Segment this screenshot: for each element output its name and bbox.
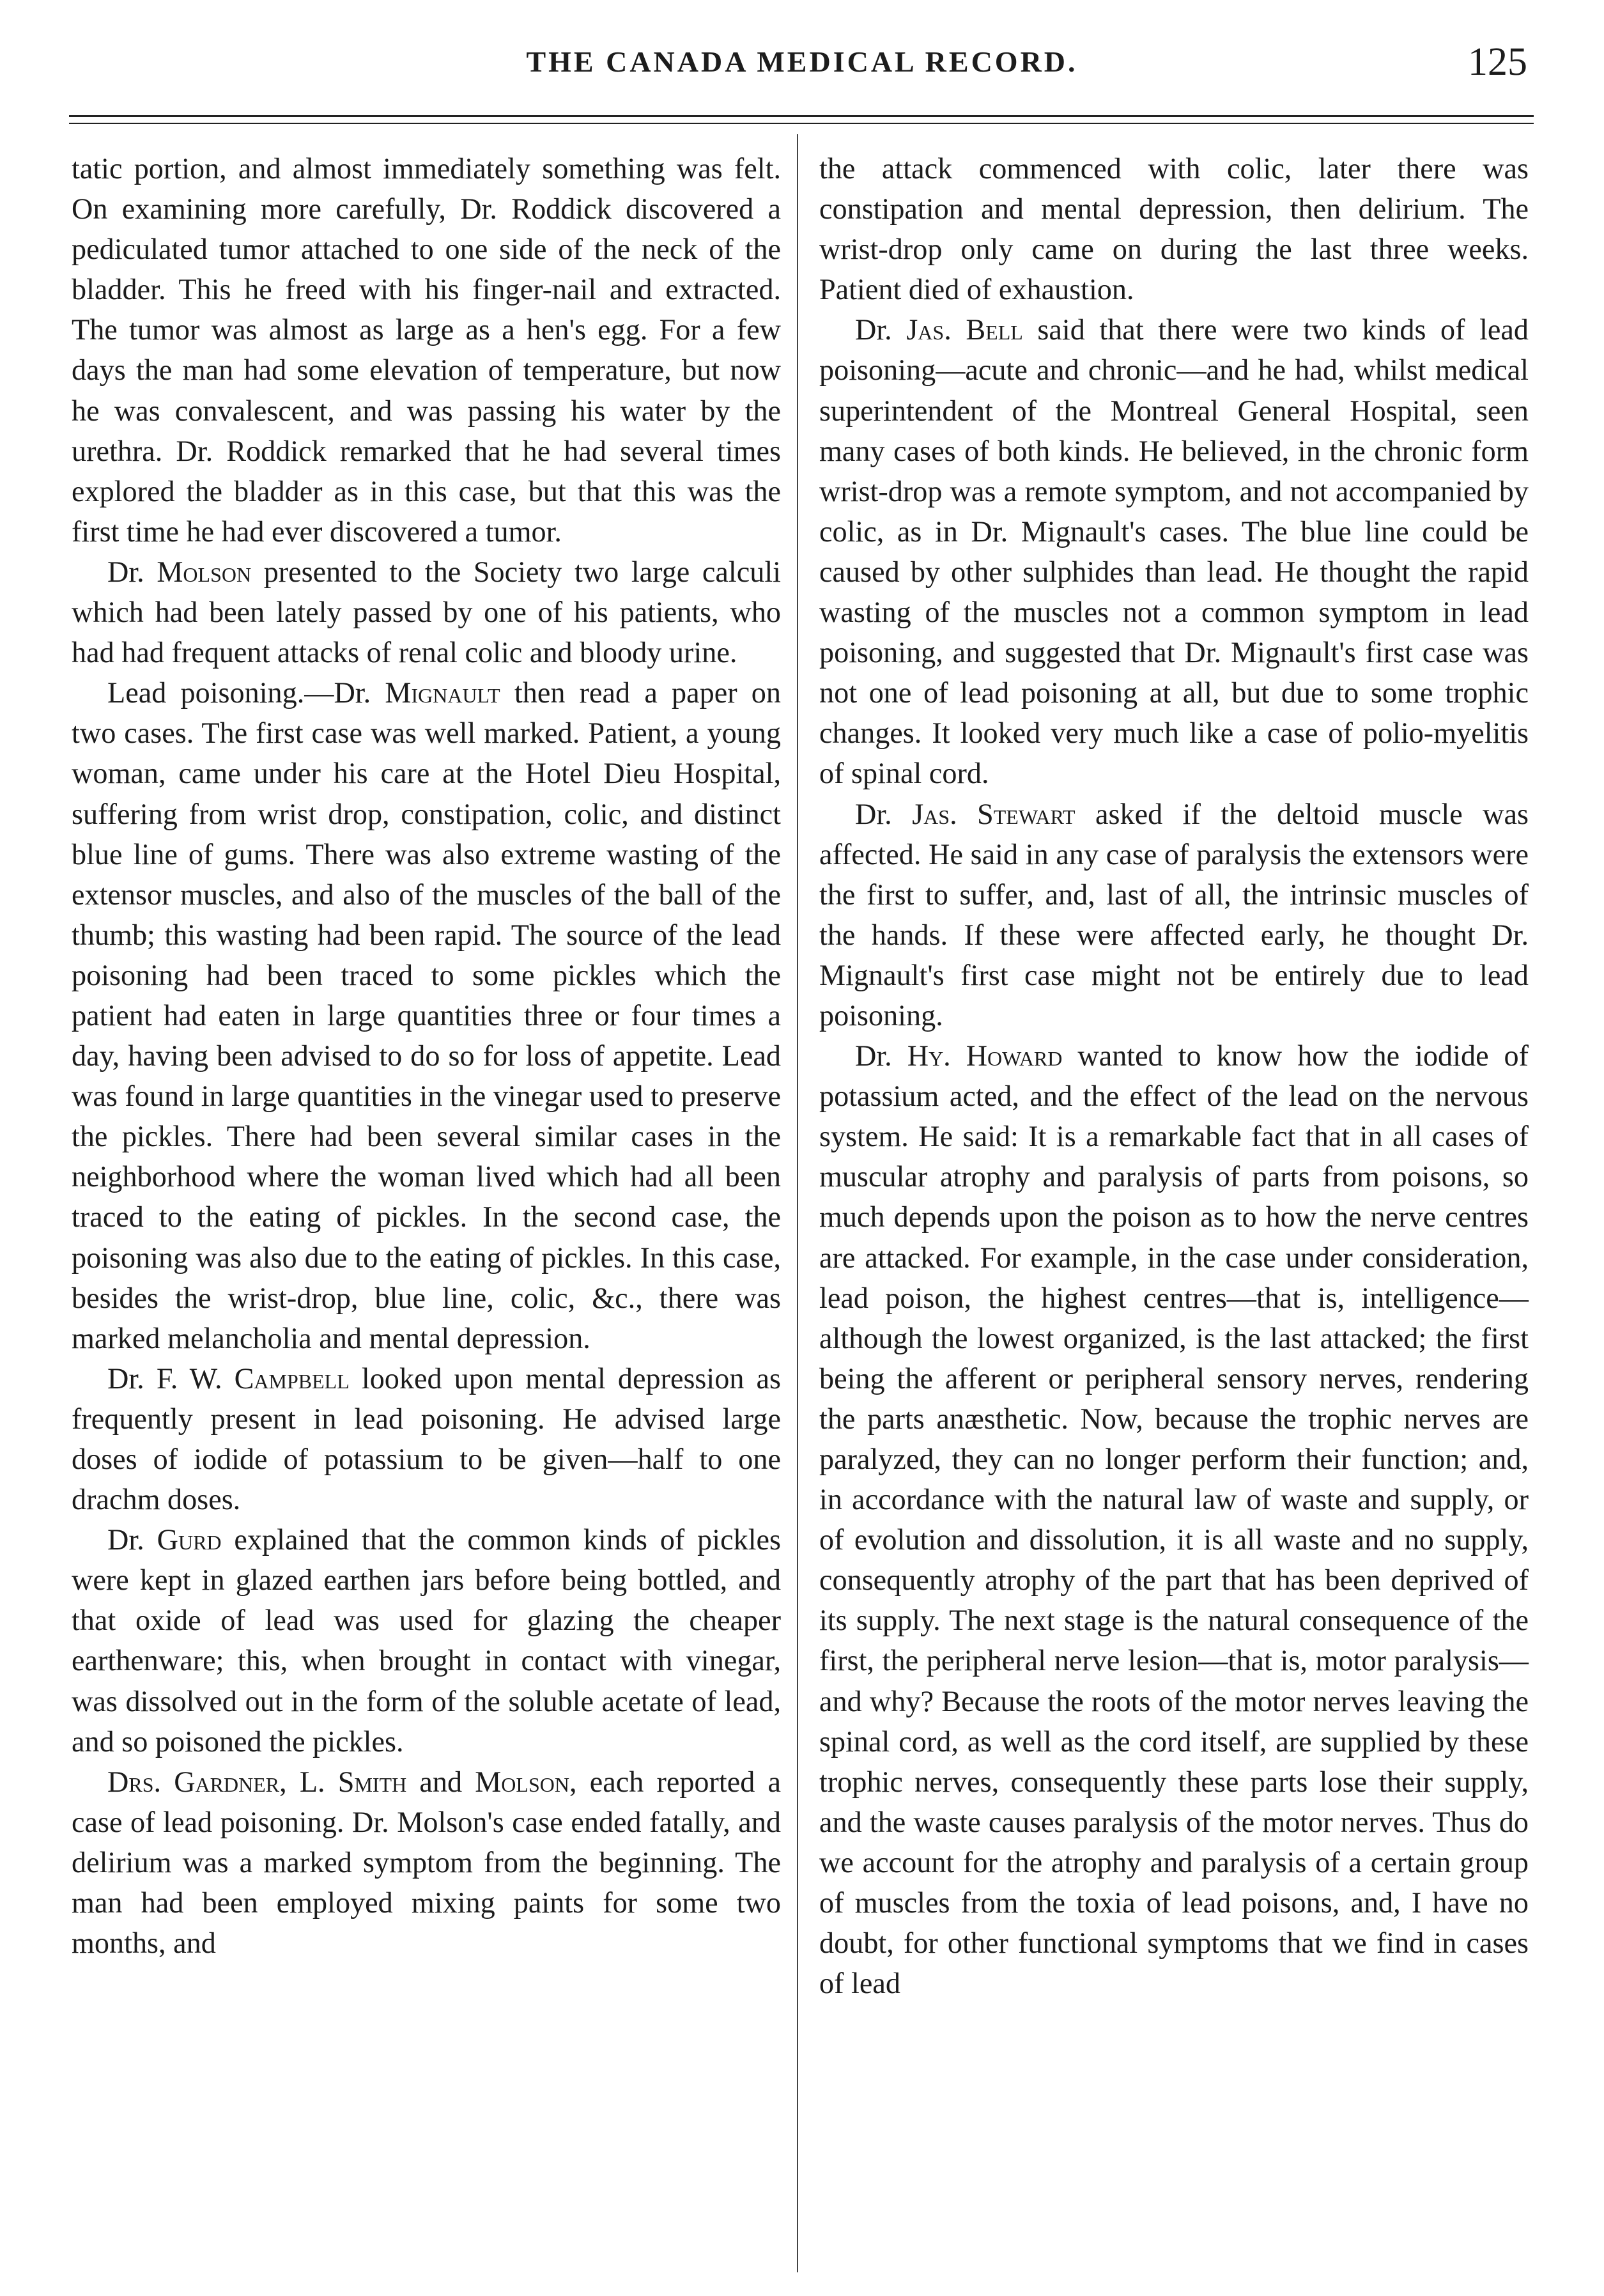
paragraph-text: Dr. F. W. [107,1361,235,1395]
speaker-name: Gurd [157,1523,222,1556]
paragraph-text: wanted to know how the iodide of potassium acted, and the effect of the lead on the nervous system. He said: It is a remarkable fact that in all cases of muscular atrophy and paralysis of parts from poisons, so much depends upon the poison as to how the nerve centres are attacked. For example, in the case under consideration, lead poison, the highest centres—that is, intelligence—although the lowest organized, is the last attacked; the first being the afferent or peripheral sensory nerves, rendering the parts anæsthetic. Now, because the trophic nerves are paralyzed, they can no longer perform their function; and, in accordance with the natural law of waste and supply, or of evolution and dissolution, it is all waste and no supply, consequently atrophy of the part that has been deprived of its supply. The next stage is the natural consequence of the first, the peripheral nerve lesion—that is, motor paralysis—and why? Because the roots of the motor nerves leaving the spinal cord, as well as the cord itself, are supplied by these trophic nerves, consequently these parts lose their supply, and the waste causes paralysis of the motor nerves. Thus do we account for the atrophy and paralysis of a certain group of muscles from the toxia of lead poisons, and, I have no doubt, for other functional symptoms that we find in cases of lead [819,1039,1529,2000]
paragraph [819,309,1529,793]
speaker-name: Campbell [234,1361,350,1395]
speaker-name: Molson [475,1765,569,1798]
speaker-name: Smith [337,1765,407,1798]
paragraph [819,794,1529,1036]
speaker-name: Hy. Howard [907,1039,1063,1073]
header-rule-thin [69,123,1534,124]
paragraph-text: said that there were two kinds of lead poisoning—acute and chronic—and he had, whilst medical superintendent of the Montreal General Hospital, seen many cases of both kinds. He believed, in the chronic form wrist-drop was a remote symptom, and not accompanied by colic, as in Dr. Mignault's cases. The blue line could be caused by other sulphides than lead. He thought the rapid wasting of the muscles not a common symptom in lead poisoning, and suggested that Dr. Mignault's first case was not one of lead poisoning at all, but due to some trophic changes. It looked very much like a case of polio-myelitis of spinal cord. [819,313,1529,790]
paragraph-text: and [406,1765,475,1798]
paragraph-text: Lead poisoning.—Dr. [107,676,385,710]
speaker-name: Mignault [385,676,500,710]
paragraph [819,1036,1529,2003]
paragraph-text: Dr. [107,555,157,588]
header-rule [69,115,1534,117]
paragraph [72,672,781,1358]
speaker-name: Molson [157,555,252,588]
paragraph [72,552,781,672]
paragraph-text: , L. [279,1765,338,1798]
paragraph [72,1762,781,1963]
paragraph-text: the attack commenced with colic, later there was constipation and mental depression, then delirium. The wrist-drop only came on during the last three weeks. Patient died of exhaustion. [819,152,1529,306]
speaker-name: Drs. Gardner [107,1765,280,1798]
paragraph-text: Dr. [855,1039,907,1073]
paragraph [819,148,1529,309]
paragraph-text: Dr. [855,313,907,346]
paragraph [72,1358,781,1519]
page-header [0,31,1604,101]
paragraph-text: Dr. [107,1523,157,1556]
paragraph-text: explained that the common kinds of pickles were kept in glazed earthen jars before being bottled, and that oxide of lead was used for glazing the cheaper earthenware; this, when brought in contact with vinegar, was dissolved out in the form of the soluble acetate of lead, and so poisoned the pickles. [72,1523,782,1758]
paragraph [72,148,781,552]
paragraph-text: tatic portion, and almost immediately something was felt. On examining more carefully, Dr. Roddick discovered a pediculated tumor attached to one side of the neck of the bladder. This he freed with his finger-nail and extracted. The tumor was almost as large as a hen's egg. For a few days the man had some elevation of temperature, but now he was convalescent, and was passing his water by the urethra. Dr. Roddick remarked that he had several times explored the bladder as in this case, but that this was the first time he had ever discovered a tumor. [72,152,781,548]
paragraph [72,1519,781,1762]
right-column [819,148,1529,2003]
page-number: 125 [1468,40,1527,84]
paragraph-text: then read a paper on two cases. The first case was well marked. Patient, a young woman, came under his care at the Hotel Dieu Hospital, suffering from wrist drop, constipation, colic, and distinct blue line of gums. There was also extreme wasting of the extensor muscles, and also of the muscles of the ball of the thumb; this wasting had been rapid. The source of the lead poisoning had been traced to some pickles which the patient had eaten in large quantities three or four times a day, having been advised to do so for loss of appetite. Lead was found in large quantities in the vinegar used to preserve the pickles. There had been several similar cases in the neighborhood where the woman lived which had all been traced to the eating of pickles. In the second case, the poisoning was also due to the eating of pickles. In this case, besides the wrist-drop, blue line, colic, &c., there was marked melancholia and mental depression. [72,676,781,1354]
paragraph-text: Dr. [855,797,913,830]
column-divider [797,134,798,2272]
paragraph-text: asked if the deltoid muscle was affected. He said in any case of paralysis the extensors were the first to suffer, and, last of all, the intrinsic muscles of the hands. If these were affected early, he thought Dr. Mignault's first case might not be entirely due to lead poisoning. [819,797,1529,1032]
running-title: THE CANADA MEDICAL RECORD. [526,45,1078,78]
speaker-name: Jas. Bell [906,313,1023,346]
speaker-name: Jas. Stewart [912,797,1076,830]
left-column [72,148,781,1963]
paragraph-text: , each reported a case of lead poisoning. Dr. Molson's case ended fatally, and delirium was a marked symptom from the beginning. The man had been employed mixing paints for some two months, and [72,1765,781,1960]
paragraph-text: presented to the Society two large calculi which had been lately passed by one of his patients, who had had frequent attacks of renal colic and bloody urine. [72,555,781,669]
paragraph-text: looked upon mental depression as frequently present in lead poisoning. He advised large doses of iodide of potassium to be given—half to one drachm doses. [72,1361,781,1516]
